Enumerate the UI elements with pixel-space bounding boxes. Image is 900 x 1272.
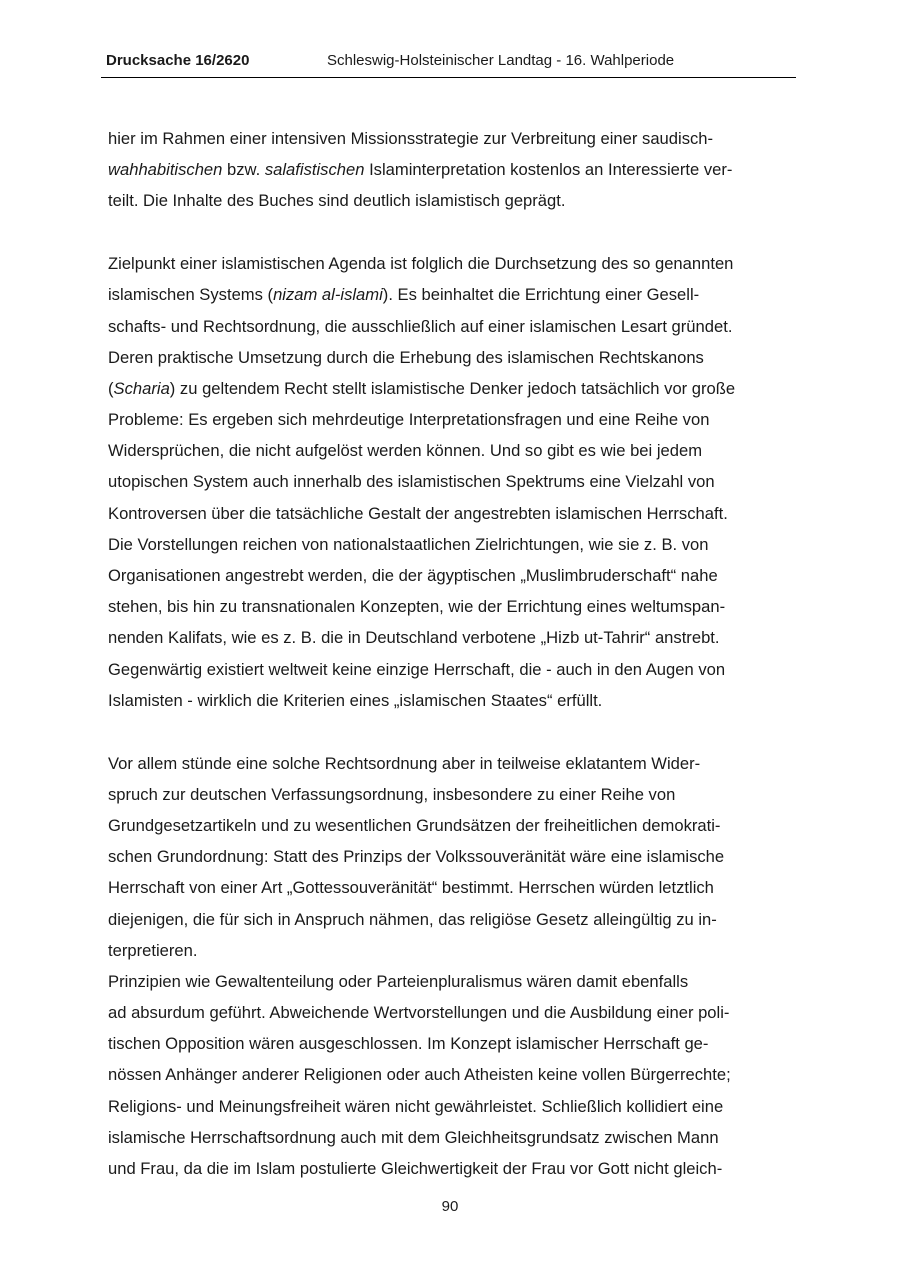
paragraph-gap <box>108 716 798 748</box>
text-run: Organisationen angestrebt werden, die der ägyptischen „Muslimbruderschaft“ nahe <box>108 566 718 586</box>
text-run: nenden Kalifats, wie es z. B. die in Deutschland verbotene „Hizb ut-Tahrir“ anstrebt. <box>108 628 720 648</box>
text-run: islamischen Systems ( <box>108 285 274 305</box>
paragraph-gap <box>108 217 798 249</box>
text-line <box>108 560 798 591</box>
text-line <box>108 435 798 466</box>
text-line <box>108 466 798 497</box>
text-line <box>108 841 798 872</box>
text-run: schen Grundordnung: Statt des Prinzips der Volkssouveränität wäre eine islamische <box>108 847 725 867</box>
text-run: diejenigen, die für sich in Anspruch nähmen, das religiöse Gesetz alleingültig zu in- <box>108 909 717 929</box>
text-line <box>108 311 798 342</box>
text-run: und Frau, da die im Islam postulierte Gleichwertigkeit der Frau vor Gott nicht gleich- <box>108 1159 723 1178</box>
parliament-title: Schleswig-Holsteinischer Landtag - 16. Wahlperiode <box>327 52 675 69</box>
text-line <box>108 685 798 716</box>
text-run: bzw. <box>222 160 265 180</box>
text-run: tischen Opposition wären ausgeschlossen. Im Konzept islamischer Herrschaft ge- <box>108 1034 709 1054</box>
text-run: utopischen System auch innerhalb des islamistischen Spektrums eine Vielzahl von <box>108 472 715 492</box>
text-line <box>108 1028 798 1059</box>
text-run: schafts- und Rechtsordnung, die ausschließlich auf einer islamischen Lesart gründet. <box>108 316 733 336</box>
text-line <box>108 810 798 841</box>
text-run: islamische Herrschaftsordnung auch mit dem Gleichheitsgrundsatz zwischen Mann <box>108 1127 719 1147</box>
text-line <box>108 1122 798 1153</box>
text-run: ) zu geltendem Recht stellt islamistische Denker jedoch tatsächlich vor große <box>169 378 736 398</box>
text-line <box>108 904 798 935</box>
body-text <box>108 123 798 1184</box>
text-run: terpretieren. <box>108 940 198 960</box>
text-run: Herrschaft von einer Art „Gottessouveränität“ bestimmt. Herrschen würden letztlich <box>108 878 714 898</box>
text-line <box>108 748 798 779</box>
italic-term: wahhabitischen <box>108 160 223 180</box>
text-run: Deren praktische Umsetzung durch die Erhebung des islamischen Rechtskanons <box>108 347 704 367</box>
text-line <box>108 373 798 404</box>
text-line <box>108 529 798 560</box>
text-line <box>108 622 798 653</box>
text-run: Widersprüchen, die nicht aufgelöst werden können. Und so gibt es wie bei jedem <box>108 441 703 461</box>
text-line <box>108 966 798 997</box>
paragraph <box>108 248 798 716</box>
text-line <box>108 404 798 435</box>
text-line <box>108 498 798 529</box>
text-run: teilt. Die Inhalte des Buches sind deutlich islamistisch geprägt. <box>108 191 566 211</box>
text-run: hier im Rahmen einer intensiven Missionsstrategie zur Verbreitung einer saudisch- <box>108 129 714 148</box>
text-run: Probleme: Es ergeben sich mehrdeutige Interpretationsfragen und eine Reihe von <box>108 410 710 430</box>
text-run: Die Vorstellungen reichen von nationalstaatlichen Zielrichtungen, wie sie z. B. von <box>108 534 709 554</box>
text-run: Islamisten - wirklich die Kriterien eines „islamischen Staates“ erfüllt. <box>108 690 603 710</box>
text-line <box>108 654 798 685</box>
text-run: Zielpunkt einer islamistischen Agenda ist folglich die Durchsetzung des so genannten <box>108 254 734 274</box>
text-line <box>108 279 798 310</box>
text-line <box>108 123 798 154</box>
text-run: Vor allem stünde eine solche Rechtsordnung aber in teilweise eklatantem Wider- <box>108 753 701 773</box>
text-run: Gegenwärtig existiert weltweit keine einzige Herrschaft, die - auch in den Augen von <box>108 659 726 679</box>
text-run: stehen, bis hin zu transnationalen Konzepten, wie der Errichtung eines weltumspan- <box>108 597 726 617</box>
text-line <box>108 342 798 373</box>
italic-term: Scharia <box>113 378 170 398</box>
page-number: 90 <box>441 1198 459 1215</box>
page-header <box>106 52 796 76</box>
italic-term: salafistischen <box>264 160 365 180</box>
text-run: Prinzipien wie Gewaltenteilung oder Parteienpluralismus wären damit ebenfalls <box>108 971 689 991</box>
text-line <box>108 1091 798 1122</box>
text-run: nössen Anhänger anderer Religionen oder auch Atheisten keine vollen Bürgerrechte; <box>108 1065 731 1085</box>
document-number: Drucksache 16/2620 <box>106 52 250 69</box>
text-line <box>108 997 798 1028</box>
text-run: Religions- und Meinungsfreiheit wären nicht gewährleistet. Schließlich kollidiert eine <box>108 1096 724 1116</box>
italic-term: nizam al-islami <box>273 285 383 305</box>
text-line <box>108 1153 798 1184</box>
text-line <box>108 872 798 903</box>
text-line <box>108 1059 798 1090</box>
text-run: ). Es beinhaltet die Errichtung einer Gesell- <box>382 285 700 305</box>
paragraph <box>108 123 798 217</box>
text-run: Grundgesetzartikeln und zu wesentlichen Grundsätzen der freiheitlichen demokrati- <box>108 815 721 835</box>
text-line <box>108 154 798 185</box>
text-line <box>108 779 798 810</box>
text-line <box>108 248 798 279</box>
text-run: Kontroversen über die tatsächliche Gestalt der angestrebten islamischen Herrschaft. <box>108 503 728 523</box>
text-line <box>108 185 798 216</box>
text-run: ad absurdum geführt. Abweichende Wertvorstellungen und die Ausbildung einer poli- <box>108 1003 730 1023</box>
text-run: Islaminterpretation kostenlos an Interessierte ver- <box>364 160 733 180</box>
header-divider <box>101 77 796 78</box>
text-run: spruch zur deutschen Verfassungsordnung, insbesondere zu einer Reihe von <box>108 784 676 804</box>
text-line <box>108 591 798 622</box>
text-line <box>108 935 798 966</box>
text-run: ( <box>108 378 114 398</box>
paragraph <box>108 748 798 1185</box>
